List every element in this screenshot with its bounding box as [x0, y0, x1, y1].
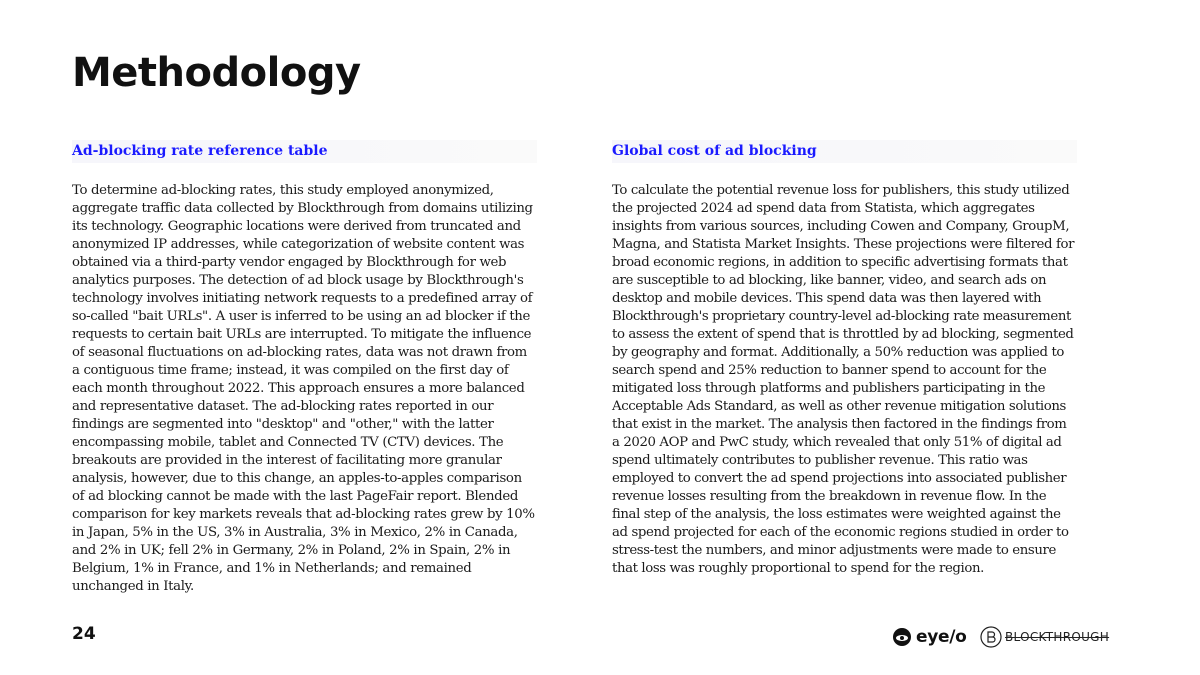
- global-cost-section: [612, 140, 1077, 578]
- blockthrough-logo-icon: [980, 626, 1002, 648]
- eyeo-logo: [892, 627, 967, 647]
- eyeo-logo-icon: [892, 627, 912, 647]
- footer-logos: [892, 625, 1132, 651]
- page-title: Methodology: [72, 50, 361, 96]
- blockthrough-wordmark: BLOCKTHROUGH: [1005, 630, 1110, 644]
- page-number: 24: [72, 624, 96, 644]
- section-heading-global-cost: Global cost of ad blocking: [612, 140, 1077, 163]
- section-body-ad-blocking-rate: To determine ad-blocking rates, this study employed anonymized, aggregate traffic data collected by Blockthrough from domains utilizing its technology. Geographic locations were derived from truncated and anonymized IP addresses, while categorization of website content was obtained via a third-party vendor engaged by Blockthrough for web analytics purposes. The detection of ad block usage by Blockthrough's technology involves initiating network requests to a predefined array of so-called "bait URLs". A user is inferred to be using an ad blocker if the requests to certain bait URLs are interrupted. To mitigate the influence of seasonal fluctuations on ad-blocking rates, data was not drawn from a contiguous time frame; instead, it was compiled on the first day of each month throughout 2022. This approach ensures a more balanced and representative dataset. The ad-blocking rates reported in our findings are segmented into "desktop" and "other," with the latter encompassing mobile, tablet and Connected TV (CTV) devices. The breakouts are provided in the interest of facilitating more granular analysis, however, due to this change, an apples-to-apples comparison of ad blocking cannot be made with the last PageFair report. Blended comparison for key markets reveals that ad-blocking rates grew by 10% in Japan, 5% in the US, 3% in Australia, 3% in Mexico, 2% in Canada, and 2% in UK; fell 2% in Germany, 2% in Poland, 2% in Spain, 2% in Belgium, 1% in France, and 1% in Netherlands; and remained unchanged in Italy.: [72, 183, 535, 594]
- ad-blocking-rate-section: [72, 140, 537, 596]
- section-heading-ad-blocking-rate: Ad-blocking rate reference table: [72, 140, 537, 163]
- eyeo-wordmark: eye/o: [916, 627, 967, 647]
- section-body-global-cost: To calculate the potential revenue loss for publishers, this study utilized the projected 2024 ad spend data from Statista, which aggregates insights from various sources, including Cowen and Company, GroupM, Magna, and Statista Market Insights. These projections were filtered for broad economic regions, in addition to specific advertising formats that are susceptible to ad blocking, like banner, video, and search ads on desktop and mobile devices. This spend data was then layered with Blockthrough's proprietary country-level ad-blocking rate measurement to assess the extent of spend that is throttled by ad blocking, segmented by geography and format. Additionally, a 50% reduction was applied to search spend and 25% reduction to banner spend to account for the mitigated loss through platforms and publishers participating in the Acceptable Ads Standard, as well as other revenue mitigation solutions that exist in the market. The analysis then factored in the findings from a 2020 AOP and PwC study, which revealed that only 51% of digital ad spend ultimately contributes to publisher revenue. This ratio was employed to convert the ad spend projections into associated publisher revenue losses resulting from the breakdown in revenue flow. In the final step of the analysis, the loss estimates were weighted against the ad spend projected for each of the economic regions studied in order to stress-test the numbers, and minor adjustments were made to ensure that loss was roughly proportional to spend for the region.: [612, 183, 1075, 576]
- blockthrough-logo: [980, 626, 1109, 648]
